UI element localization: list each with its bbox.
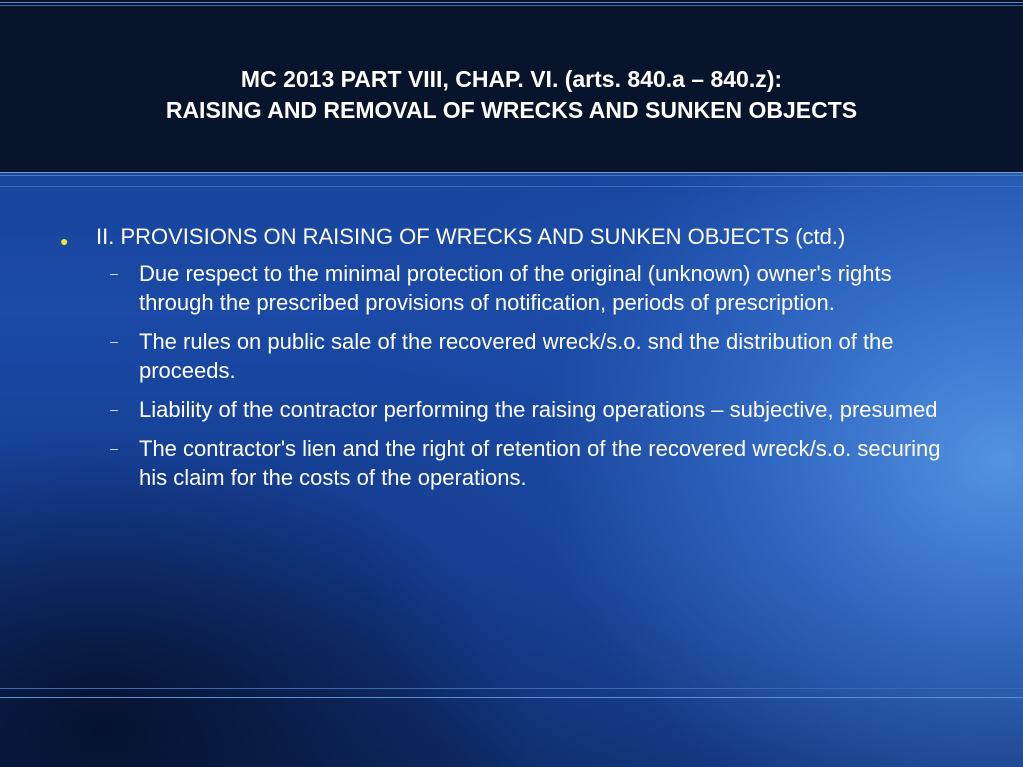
sub-bullet-list: [60, 259, 960, 492]
main-bullet: [60, 222, 960, 251]
sub-bullet-text: Liability of the contractor performing the raising operations – subjective, presumed: [139, 397, 938, 422]
slide-body: [60, 222, 960, 502]
slide-title: [0, 64, 1023, 126]
footer-rule-thin: [0, 697, 1023, 698]
header-divider-faint: [0, 186, 1023, 187]
dash-icon: –: [110, 440, 118, 456]
bullet-dot-icon: ●: [60, 233, 69, 249]
sub-bullet-text: The contractor's lien and the right of retention of the recovered wreck/s.o. securing his claim for the costs of the operations.: [139, 436, 941, 490]
sub-bullet-item: [60, 434, 960, 492]
sub-bullet-text: The rules on public sale of the recovered wreck/s.o. snd the distribution of the proceeds.: [139, 329, 894, 383]
dash-icon: –: [110, 333, 118, 349]
footer-rule: [0, 688, 1023, 689]
title-line-1: MC 2013 PART VIII, CHAP. VI. (arts. 840.a – 840.z):: [240, 66, 783, 92]
sub-bullet-text: Due respect to the minimal protection of the original (unknown) owner's rights through the prescribed provisions of notification, periods of prescription.: [139, 261, 892, 315]
header-divider-thin: [0, 175, 1023, 176]
title-line-2: RAISING AND REMOVAL OF WRECKS AND SUNKEN OBJECTS: [165, 97, 858, 123]
sub-bullet-item: [60, 327, 960, 385]
sub-bullet-item: [60, 259, 960, 317]
sub-bullet-item: [60, 395, 960, 424]
main-bullet-text: II. PROVISIONS ON RAISING OF WRECKS AND SUNKEN OBJECTS (ctd.): [96, 224, 846, 249]
dash-icon: –: [110, 265, 118, 281]
dash-icon: –: [110, 401, 118, 417]
top-rule-thin: [0, 5, 1023, 6]
top-rule: [0, 2, 1023, 3]
header-divider: [0, 172, 1023, 173]
